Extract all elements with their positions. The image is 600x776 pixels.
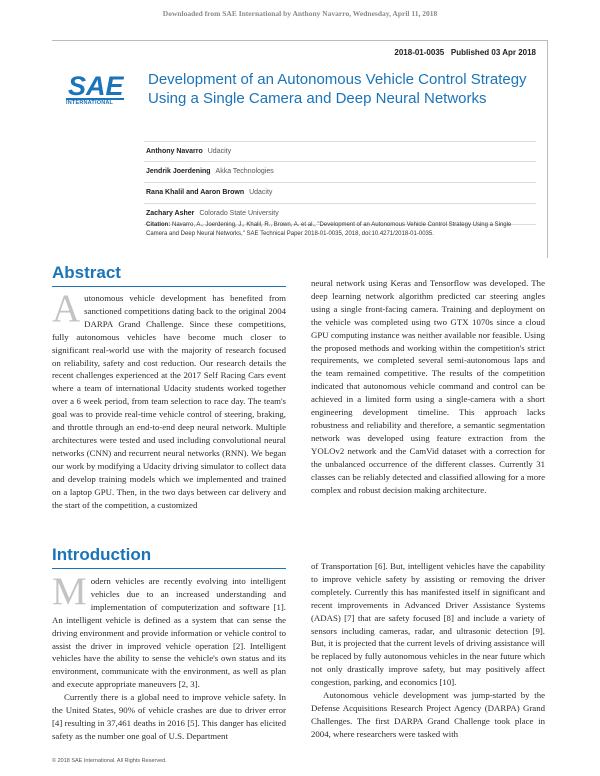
paper-title: Development of an Autonomous Vehicle Control Strategy Using a Single Camera and Deep Neural Networks xyxy=(148,71,527,107)
author-row xyxy=(144,141,536,162)
author-affiliation: Colorado State University xyxy=(199,210,279,217)
introduction-rule xyxy=(52,568,286,569)
abstract-left-text: utonomous vehicle development has benefited from sanctioned competitions dating back to the original 2004 DARPA Grand Challenge. Since these competitions, fully autonomous vehicles have become much closer to significant real-world use with the majority of research focused on reliability, safety and cost reduction. Our research details the recent challenges experienced at the 2017 Self Racing Cars event where a team of international Udacity students worked together over a 6 week period, from team selection to race day. The team's goal was to provide real-time vehicle control of steering, braking, and throttle through an end-to-end deep neural network. Multiple architectures were tested and used including convolutional neural networks (CNN) and recurrent neural networks (RNN). We began our work by modifying a Udacity driving simulator to collect data and develop training models which we implemented and trained on a laptop GPU. Then, in the two days between car delivery and the start of the competition, a customized xyxy=(52,293,286,510)
author-row xyxy=(144,162,536,183)
download-banner: Downloaded from SAE International by Anthony Navarro, Wednesday, April 11, 2018 xyxy=(162,9,438,18)
introduction-left-p1: odern vehicles are recently evolving into intelligent vehicles due to an increased understanding and implementation of computerization and software [1]. An intelligent vehicle is defined as a system that can sense the driving environment and provide information or vehicle control to assist the driver in improved vehicle operation [2]. Intelligent vehicles have the ability to sense the vehicle's own status and its environment, communicate with the environment, as well as plan and execute appropriate maneuvers [2, 3]. xyxy=(52,576,286,690)
author-affiliation: Udacity xyxy=(207,148,232,155)
author-row xyxy=(144,183,536,204)
introduction-right-column xyxy=(311,560,545,741)
author-name: Jendrik Joerdening xyxy=(146,168,211,175)
introduction-right-p2: Autonomous vehicle development was jump-started by the Defense Acquisitions Research Project Agency (DARPA) Grand Challenges. The first DARPA Grand Challenge took place in 2004, where researchers were tasked with xyxy=(311,690,545,739)
citation-block xyxy=(146,221,526,238)
sae-logo xyxy=(66,68,126,114)
abstract-right-column xyxy=(311,277,545,496)
author-name: Rana Khalil and Aaron Brown xyxy=(146,189,245,196)
author-name: Zachary Asher xyxy=(146,210,195,217)
introduction-left-p2: Currently there is a global need to improve vehicle safety. In the United States, 90% of vehicle crashes are due to driver error [4] resulting in 37,461 deaths in 2016 [5]. This danger has elicited safety as the number one goal of U.S. Department xyxy=(52,692,286,741)
author-affiliation: Akka Technologies xyxy=(215,168,274,175)
citation-text: Navarro, A., Joerdening, J., Khalil, R., Brown, A. et al., "Development of an Autonomous Vehicle Control Strategy Using a Single Camera and Deep Neural Networks," SAE Technical Paper 2018-01-0035, 2018, doi:10.4271/2018-01-0035. xyxy=(146,222,512,237)
copyright-footer: © 2018 SAE International. All Rights Reserved. xyxy=(52,758,167,764)
author-affiliation: Udacity xyxy=(249,189,273,196)
logo-mark: SAE xyxy=(68,71,124,101)
introduction-left-column xyxy=(52,570,286,743)
abstract-left-column xyxy=(52,287,286,511)
published-date: Published 03 Apr 2018 xyxy=(450,48,536,57)
abstract-paragraph xyxy=(52,287,286,511)
citation-label: Citation: xyxy=(146,222,171,228)
abstract-right-text: neural network using Keras and Tensorflow was developed. The deep learning network algorithm predicted car steering angles using a single front-facing camera. Training and deployment on the vehicle was completed using two GTX 1070s since a cloud GPU computing instance was neither available nor feasible. Using the proposed methods and working within the competition's strict requirements, we completed several semi-autonomous laps and the team remained competitive. The results of the competition indicated that autonomous vehicle command and control can be achieved in a limited form using a single-camera with a short engineering development timeline. This approach lacks robustness and reliability and therefore, a semantic segmentation network was developed using feature extraction from the YOLOv2 network and the CamVid dataset with a correction for the unbalanced occurrence of the different classes. Currently 31 classes can be reliably detected and classified allowing for a more complex and robust decision making architecture. xyxy=(311,278,545,495)
introduction-dropcap: M xyxy=(52,570,87,613)
introduction-paragraph xyxy=(52,570,286,691)
logo-subtitle: INTERNATIONAL xyxy=(66,100,114,106)
abstract-rule xyxy=(52,286,286,287)
abstract-heading: Abstract xyxy=(52,263,121,282)
abstract-dropcap: A xyxy=(52,287,81,330)
paper-id-line xyxy=(394,48,536,57)
paper-id: 2018-01-0035 xyxy=(394,48,445,57)
author-name: Anthony Navarro xyxy=(146,148,203,155)
introduction-right-p1: of Transportation [6]. But, intelligent vehicles have the capability to improve vehicle safety by assisting or removing the driver completely. Currently this has manifested itself in significant and recent improvements in Advanced Driver Assistance Systems (ADAS) [7] that are safety focused [8] and include a variety of sensors including cameras, radar, and ultrasonic detection [9]. But, it is projected that the current levels of driving assistance will be replaced by fully autonomous vehicles in the near future which not only drastically improve safety, but may positively affect congestion, parking, and economics [10]. xyxy=(311,561,545,688)
introduction-heading: Introduction xyxy=(52,545,152,564)
author-list xyxy=(144,141,536,225)
